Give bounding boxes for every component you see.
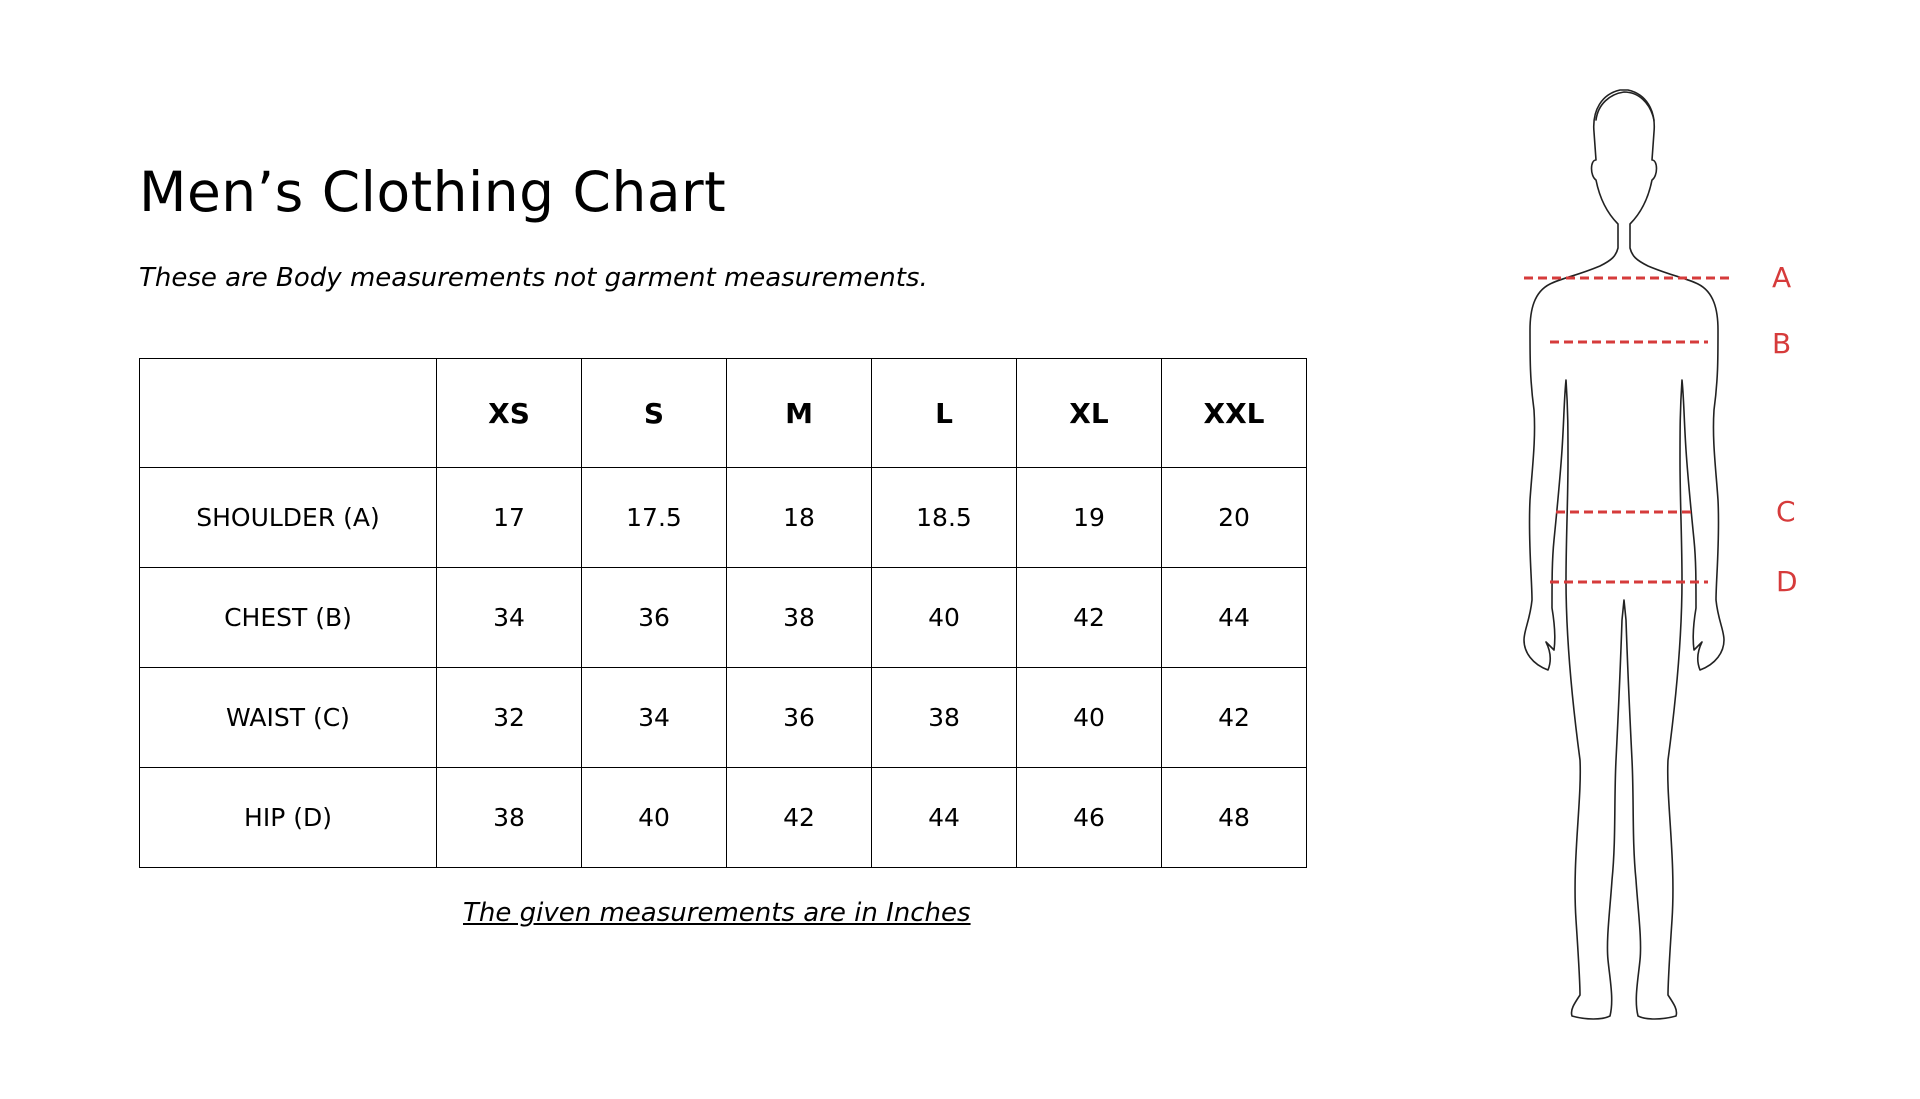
- table-cell: 40: [1017, 668, 1162, 768]
- table-cell: 44: [1162, 568, 1307, 668]
- table-cell: 18.5: [872, 468, 1017, 568]
- table-header-cell: XL: [1017, 359, 1162, 468]
- table-cell: 40: [582, 768, 727, 868]
- measurement-unit-note: The given measurements are in Inches: [463, 898, 971, 928]
- row-label: WAIST (C): [140, 668, 437, 768]
- table-row: [140, 568, 1307, 668]
- table-cell: 17: [437, 468, 582, 568]
- table-cell: 36: [582, 568, 727, 668]
- table-cell: 38: [727, 568, 872, 668]
- table-cell: 34: [582, 668, 727, 768]
- table-row: [140, 468, 1307, 568]
- row-label: HIP (D): [140, 768, 437, 868]
- table-cell: 42: [1162, 668, 1307, 768]
- table-cell: 17.5: [582, 468, 727, 568]
- table-cell: 34: [437, 568, 582, 668]
- marker-label-a: A: [1772, 261, 1792, 294]
- page-subtitle: These are Body measurements not garment measurements.: [139, 263, 928, 293]
- table-cell: 42: [727, 768, 872, 868]
- table-row: [140, 768, 1307, 868]
- table-header-cell: XXL: [1162, 359, 1307, 468]
- table-header-cell: [140, 359, 437, 468]
- table-header-cell: S: [582, 359, 727, 468]
- table-cell: 18: [727, 468, 872, 568]
- marker-label-d: D: [1776, 565, 1798, 598]
- page-title: Men’s Clothing Chart: [139, 160, 727, 224]
- table-cell: 48: [1162, 768, 1307, 868]
- row-label: CHEST (B): [140, 568, 437, 668]
- row-label: SHOULDER (A): [140, 468, 437, 568]
- table-row: [140, 668, 1307, 768]
- table-cell: 20: [1162, 468, 1307, 568]
- table-header-row: [140, 359, 1307, 468]
- body-silhouette-icon: [1490, 80, 1820, 1020]
- size-chart-table: [139, 358, 1307, 868]
- table-cell: 40: [872, 568, 1017, 668]
- table-cell: 36: [727, 668, 872, 768]
- table-header-cell: XS: [437, 359, 582, 468]
- table-header-cell: L: [872, 359, 1017, 468]
- table-cell: 44: [872, 768, 1017, 868]
- table-header-cell: M: [727, 359, 872, 468]
- table-cell: 19: [1017, 468, 1162, 568]
- table-cell: 42: [1017, 568, 1162, 668]
- table-cell: 38: [437, 768, 582, 868]
- table-cell: 38: [872, 668, 1017, 768]
- marker-label-c: C: [1776, 495, 1796, 528]
- marker-label-b: B: [1772, 327, 1792, 360]
- table-cell: 32: [437, 668, 582, 768]
- body-measurement-figure: [1490, 80, 1820, 1020]
- table-cell: 46: [1017, 768, 1162, 868]
